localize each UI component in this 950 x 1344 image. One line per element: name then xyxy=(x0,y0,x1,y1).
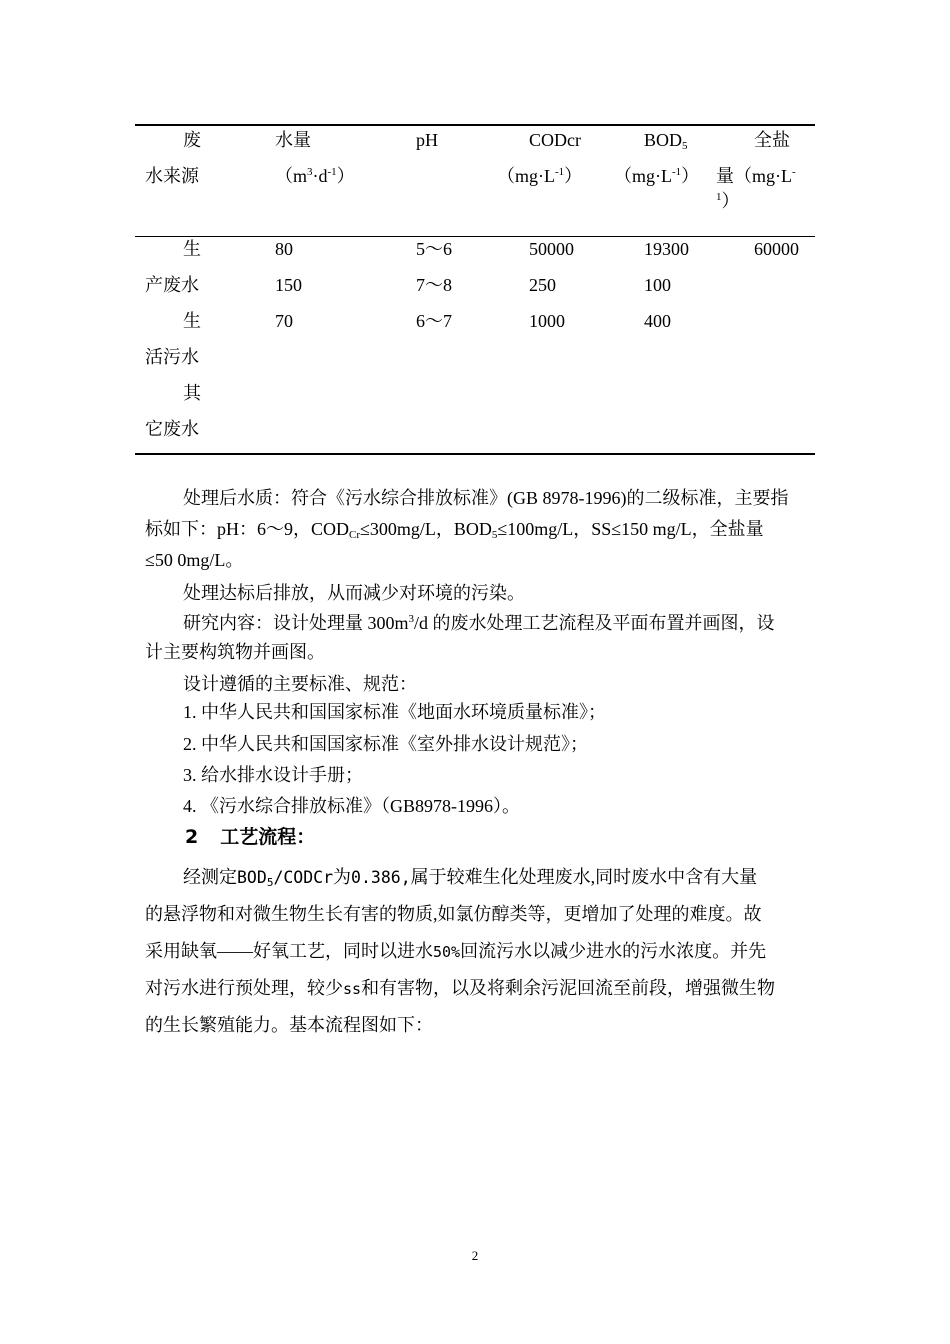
cell-flow: 70 xyxy=(275,311,293,331)
research-line: 计主要构筑物并画图。 xyxy=(145,642,325,662)
table-top-rule xyxy=(135,124,815,126)
standards-intro: 设计遵循的主要标准、规范： xyxy=(183,674,417,694)
quality-line: 标如下：pH：6～9，$COD_{Cr}\le 300mg/L$，$BOD_5\le 100mg/L$，SS≤150 mg/L，全盐量 xyxy=(145,519,764,541)
discharge-text: 处理达标后排放，从而减少对环境的污染。 xyxy=(183,583,525,603)
cell-flow: 80 xyxy=(275,239,293,259)
process-line: 采用缺氧——好氧工艺，同时以进水50%回流污水以减少进水的污水浓度。并先 xyxy=(145,941,767,961)
cell-bod: 19300 xyxy=(644,239,689,259)
cell-salt: 60000 xyxy=(754,239,799,259)
list-item: 1. 中华人民共和国国家标准《地面水环境质量标准》； xyxy=(183,702,606,722)
cell-cod: 250 xyxy=(529,275,556,295)
header-ph: pH xyxy=(416,130,438,150)
cell-ph: 6～7 xyxy=(416,311,452,331)
cell-cod: 50000 xyxy=(529,239,574,259)
section-heading xyxy=(185,822,315,849)
source-labels: 生 产废水 生 活污水 其 它废水 xyxy=(145,239,201,439)
quality-line: ≤50 0mg/L。 xyxy=(145,550,244,570)
process-line: 经测定$BOD_5$/CODCr为0.386,属于较难生化处理废水,同时废水中含有大量 xyxy=(183,867,758,889)
cell-ph: 7～8 xyxy=(416,275,452,295)
cell-bod: 400 xyxy=(644,311,671,331)
list-item: 4. 《污水综合排放标准》（GB8978-1996）。 xyxy=(183,796,520,816)
page-number: 2 xyxy=(471,1248,479,1263)
cell-ph: 5～6 xyxy=(416,239,452,259)
process-line: 的生长繁殖能力。基本流程图如下： xyxy=(145,1015,433,1035)
header-cod: CODcr $(mg\cdot L^{-1})$ xyxy=(497,130,583,186)
header-salt: 全盐 量（mg·L- $^1$） xyxy=(716,130,796,211)
header-flow: 水量 $(m^3\cdot d^{-1})$ xyxy=(275,130,355,186)
process-line: 对污水进行预处理，较少ss和有害物，以及将剩余污泥回流至前段，增强微生物 xyxy=(145,978,776,998)
cell-bod: 100 xyxy=(644,275,671,295)
research-line: 研究内容：设计处理量 $300m^3/d$ 的废水处理工艺流程及平面布置并画图，设 xyxy=(183,613,775,633)
section-number: 2 xyxy=(185,826,199,848)
section-title: 工艺流程： xyxy=(220,826,316,848)
quality-line: 处理后水质：符合《污水综合排放标准》(GB 8978-1996)的二级标准，主要指 xyxy=(183,488,789,508)
header-source: 废 水来源 xyxy=(145,130,201,186)
list-item: 3. 给水排水设计手册； xyxy=(183,765,363,785)
cell-cod: 1000 xyxy=(529,311,565,331)
table-bottom-rule xyxy=(135,453,815,455)
table-header-rule xyxy=(135,236,815,237)
list-item: 2. 中华人民共和国国家标准《室外排水设计规范》； xyxy=(183,734,588,754)
header-bod: $BOD_5$ $(mg\cdot L^{-1})$ xyxy=(614,130,700,186)
process-line: 的悬浮物和对微生物生长有害的物质,如氯仿醇类等，更增加了处理的难度。故 xyxy=(145,904,762,924)
cell-flow: 150 xyxy=(275,275,302,295)
